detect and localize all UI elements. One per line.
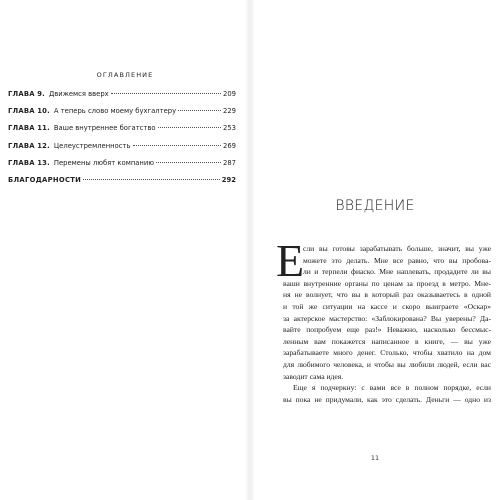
- toc-page-number: 209: [223, 90, 236, 98]
- text-line: ня не волнует, что вы в который раз оказываетесь в одной: [283, 290, 491, 300]
- toc-leader-dots: [133, 145, 222, 146]
- toc-chapter-label: ГЛАВА 9.: [8, 90, 45, 98]
- toc-entry: [8, 124, 236, 141]
- toc-chapter-label: ГЛАВА 11.: [8, 124, 50, 133]
- toc-acknowledgements-label: БЛАГОДАРНОСТИ: [8, 175, 82, 184]
- text-line: ленным вам покажется написанное в книге, — вы уже: [283, 336, 491, 346]
- toc-chapter-name: Перемены любят компанию: [53, 158, 155, 167]
- right-page: [250, 0, 500, 500]
- chapter-heading: ВВЕДЕНИЕ: [335, 198, 415, 214]
- text-line: за актерское мастерство: «Заблокирована? Вы уверены? Да-: [283, 313, 491, 323]
- page-number: 11: [370, 454, 380, 462]
- text-line: Еще я подчеркну: с вами все в полном порядке, если: [293, 383, 491, 393]
- toc-leader-dots: [83, 179, 220, 180]
- text-line: ваши внутренние органы по ценам за проезд в метро. Мне-: [283, 278, 491, 288]
- toc-page-number: 253: [223, 124, 236, 133]
- toc-chapter-label: ГЛАВА 10.: [8, 107, 50, 116]
- toc-entry: [8, 159, 236, 176]
- toc-chapter-name: А теперь слово моему бухгалтеру: [53, 107, 177, 116]
- text-line: для любимого человека, и чтобы вы любили людей, если вас: [283, 359, 491, 369]
- toc-title: ОГЛАВЛЕНИЕ: [96, 71, 154, 79]
- toc-entry: [8, 142, 236, 159]
- text-line: зарабатываете много денег. Столько, чтобы хватило на дом: [283, 348, 491, 358]
- toc-leader-dots: [111, 93, 221, 94]
- toc-list: [8, 90, 236, 193]
- drop-cap: Е: [276, 235, 305, 286]
- text-line: сли вы готовы зарабатывать больше, значит, вы уже: [303, 244, 491, 253]
- text-line: вайте попробуем еще раз!» Неважно, насколько бессмыс-: [283, 325, 491, 335]
- toc-chapter-label: ГЛАВА 13.: [8, 158, 50, 167]
- text-line: вы пока не придумали, как это сделать. Деньги — одно из: [283, 394, 491, 404]
- toc-chapter-name: Целеустремленность: [53, 141, 131, 150]
- body-text: [283, 243, 491, 405]
- text-line: и той же ситуации на кассе и скоро выиграете «Оскар»: [283, 301, 491, 311]
- toc-chapter-label: ГЛАВА 12.: [8, 141, 50, 150]
- toc-page-number: 229: [223, 107, 236, 116]
- toc-entry-acknowledgements: [8, 176, 236, 193]
- toc-leader-dots: [178, 110, 221, 111]
- toc-page-number: 292: [221, 175, 236, 184]
- toc-leader-dots: [158, 127, 221, 128]
- toc-page-number: 287: [223, 158, 236, 167]
- text-line: заводит сама идея.: [283, 371, 344, 381]
- text-line: ли и терпели фиаско. Мне наплевать, продадите ли вы: [303, 267, 491, 277]
- toc-entry: [8, 107, 236, 124]
- toc-chapter-name: Движемся вверх: [48, 90, 109, 98]
- toc-page-number: 269: [223, 141, 236, 150]
- toc-entry: [8, 90, 236, 107]
- text-line: можете это делать. Мне все равно, что вы пробова-: [303, 255, 491, 265]
- toc-chapter-name: Ваше внутреннее богатство: [53, 124, 156, 133]
- toc-leader-dots: [156, 162, 221, 163]
